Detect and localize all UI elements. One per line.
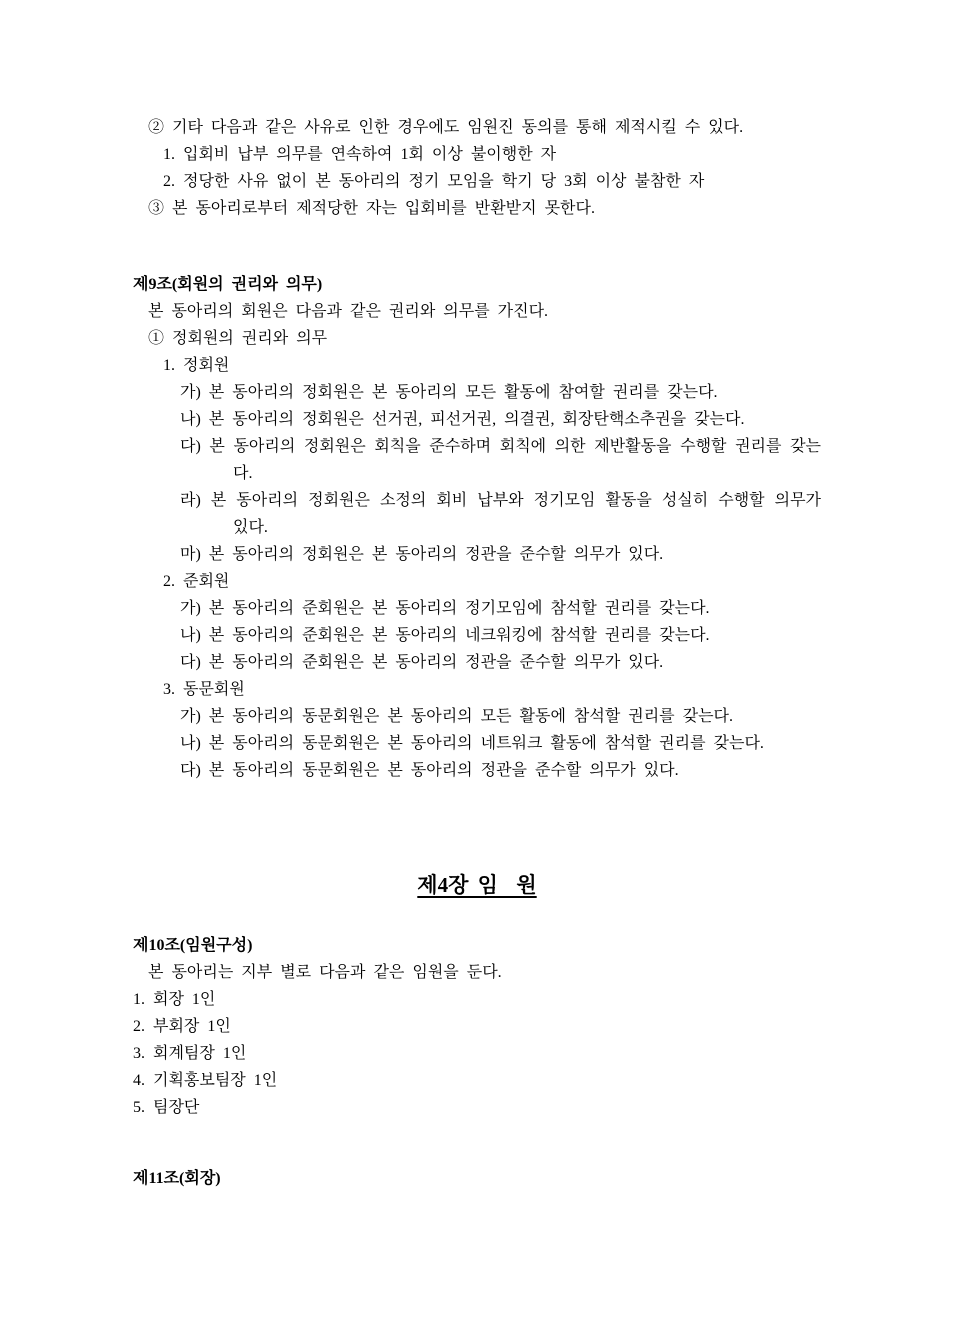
article-10-body: 본 동아리는 지부 별로 다음과 같은 임원을 둔다. [148,964,502,981]
member-group-item: 마) 본 동아리의 정회원은 본 동아리의 정관을 준수할 의무가 있다. [180,546,664,563]
officer-item: 4. 기획홍보팀장 1인 [133,1072,278,1089]
member-group-heading: 1. 정회원 [163,357,230,374]
article-11-section [133,1165,821,1192]
member-group-item: 가) 본 동아리의 준회원은 본 동아리의 정기모임에 참석할 권리를 갖는다. [180,600,710,617]
member-group-item: 다) 본 동아리의 정회원은 회칙을 준수하며 회칙에 의한 제반활동을 수행할 권리를 갖는다. [180,438,821,482]
member-group-item: 가) 본 동아리의 정회원은 본 동아리의 모든 활동에 참여할 권리를 갖는다. [180,384,718,401]
expulsion-clauses-section [133,114,821,222]
officer-item: 3. 회계팀장 1인 [133,1045,247,1062]
article-9-heading: 제9조(회원의 권리와 의무) [133,276,323,293]
member-group-item: 다) 본 동아리의 준회원은 본 동아리의 정관을 준수할 의무가 있다. [180,654,664,671]
chapter-4-heading: 제4장 임 원 [417,873,537,897]
clause-2-text: ② 기타 다음과 같은 사유로 인한 경우에도 임원진 동의를 통해 제적시킬 수 있다. [148,119,744,136]
article-9-body: 본 동아리의 회원은 다음과 같은 권리와 의무를 가진다. [148,303,549,320]
officer-item: 1. 회장 1인 [133,991,216,1008]
article-10-section [133,932,821,1121]
article-10-heading: 제10조(임원구성) [133,937,253,954]
member-group-item: 나) 본 동아리의 동문회원은 본 동아리의 네트워크 활동에 참석할 권리를 갖는다. [180,735,764,752]
clause-3-text: ③ 본 동아리로부터 제적당한 자는 입회비를 반환받지 못한다. [148,200,595,217]
member-group-item: 다) 본 동아리의 동문회원은 본 동아리의 정관을 준수할 의무가 있다. [180,762,679,779]
member-group-item: 나) 본 동아리의 준회원은 본 동아리의 네크워킹에 참석할 권리를 갖는다. [180,627,710,644]
member-group-item: 라) 본 동아리의 정회원은 소정의 회비 납부와 정기모임 활동을 성실히 수행할 의무가 있다. [180,492,821,536]
member-group-item: 가) 본 동아리의 동문회원은 본 동아리의 모든 활동에 참석할 권리를 갖는다. [180,708,734,725]
clause-2-sub-2: 2. 정당한 사유 없이 본 동아리의 정기 모임을 학기 당 3회 이상 불참한 자 [163,173,705,190]
article-9-section [133,271,821,784]
officer-item: 5. 팀장단 [133,1099,200,1116]
clause-2-sub-1: 1. 입회비 납부 의무를 연속하여 1회 이상 불이행한 자 [163,146,557,163]
officer-item: 2. 부회장 1인 [133,1018,231,1035]
article-11-heading: 제11조(회장) [133,1170,221,1187]
member-group-item: 나) 본 동아리의 정회원은 선거권, 피선거권, 의결권, 회장탄핵소추권을 갖는다. [180,411,745,428]
article-9-clause-1: ① 정회원의 권리와 의무 [148,330,328,347]
member-group-heading: 3. 동문회원 [163,681,245,698]
member-group-heading: 2. 준회원 [163,573,230,590]
